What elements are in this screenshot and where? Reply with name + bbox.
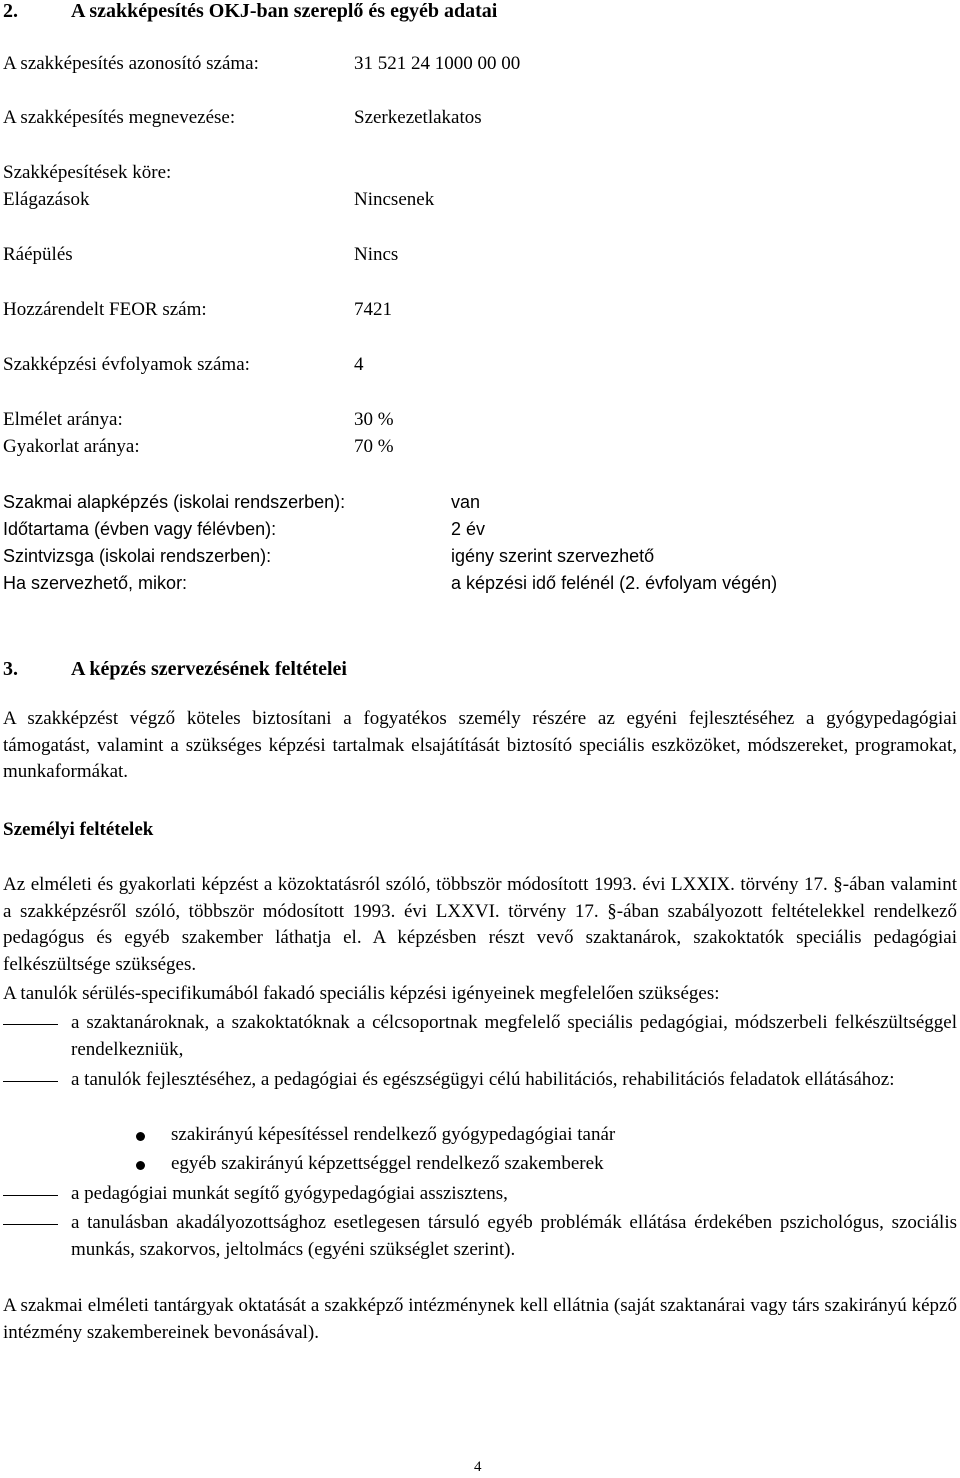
bullet-marker: [136, 1161, 145, 1170]
bullet-marker: [136, 1132, 145, 1141]
dash-marker: [3, 1024, 58, 1025]
row-value-branches: Nincsenek: [354, 189, 435, 210]
page-number: 4: [474, 1459, 482, 1475]
intro-paragraph: A szakképzést végző köteles biztosítani a fogyatékos személy részére az egyéni fejlesztéséhez a gyógypedagógiai támogatást, valamint a szükséges képzési tartalmak elsajátítását biztosító speciális eszközöket, módszereket, programokat, munkaformákat.: [3, 708, 957, 783]
list-item: a tanulásban akadályozottsághoz esetlegesen társuló egyéb problémák ellátása érdekében pszichológus, szociális munkás, szakorvos, jeltolmács (egyéni szükséglet szerint).: [71, 1212, 957, 1260]
row-label-practice: Gyakorlat aránya:: [3, 436, 140, 457]
row-value-practice: 70 %: [354, 436, 394, 457]
closing-paragraph: A szakmai elméleti tantárgyak oktatását a szakképző intézménynek kell ellátnia (saját szaktanárai vagy társ szakirányú képző intézmény szakembereinek bevonásával).: [3, 1295, 957, 1343]
row-label-name: A szakképesítés megnevezése:: [3, 107, 236, 128]
training-label-basic: Szakmai alapképzés (iskolai rendszerben):: [3, 492, 346, 512]
row-label-branches: Elágazások: [3, 189, 90, 210]
row-value-id: 31 521 24 1000 00 00: [354, 53, 521, 74]
personal-paragraph: Az elméleti és gyakorlati képzést a közoktatásról szóló, többször módosított 1993. évi LXXIX. törvény 17. §-ában valamint a szakképzésről szóló, többször módosított 1993. évi LXXVI. törvény 17. §-ában szabályozott feltételekkel rendelkező pedagógus és egyéb szakember láthatja el. A képzésben részt vevő szaktanárok, szakoktatók speciális pedagógiai felkészültsége szükséges.: [3, 874, 957, 975]
training-value-basic: van: [451, 492, 481, 512]
list-item: a szaktanároknak, a szakoktatóknak a célcsoportnak megfelelő speciális pedagógiai, módszerbeli felkészültséggel rendelkezniük,: [71, 1012, 957, 1060]
dash-marker: [3, 1195, 58, 1196]
sublist-item: egyéb szakirányú képzettséggel rendelkező szakemberek: [171, 1153, 604, 1174]
row-label-extension: Ráépülés: [3, 244, 73, 265]
dash-marker: [3, 1081, 58, 1082]
row-value-name: Szerkezetlakatos: [354, 107, 482, 128]
row-value-theory: 30 %: [354, 409, 394, 430]
personal-heading: Személyi feltételek: [3, 819, 154, 840]
training-value-exam: igény szerint szervezhető: [451, 546, 655, 566]
sublist-item: szakirányú képesítéssel rendelkező gyógypedagógiai tanár: [171, 1124, 616, 1145]
row-label-scope: Szakképesítések köre:: [3, 162, 172, 183]
section-2-title: A szakképesítés OKJ-ban szereplő és egyéb adatai: [71, 0, 498, 22]
row-value-extension: Nincs: [354, 244, 399, 265]
needs-intro: A tanulók sérülés-specifikumából fakadó speciális képzési igényeinek megfelelően szükséges:: [3, 983, 720, 1004]
section-3-number: 3.: [3, 658, 18, 680]
row-label-theory: Elmélet aránya:: [3, 409, 123, 430]
row-label-feor: Hozzárendelt FEOR szám:: [3, 299, 207, 320]
training-value-duration: 2 év: [451, 519, 486, 539]
training-label-exam: Szintvizsga (iskolai rendszerben):: [3, 546, 272, 566]
dash-marker: [3, 1224, 58, 1225]
row-label-id: A szakképesítés azonosító száma:: [3, 53, 259, 74]
row-value-feor: 7421: [354, 299, 392, 320]
section-3-title: A képzés szervezésének feltételei: [71, 658, 347, 680]
training-label-duration: Időtartama (évben vagy félévben):: [3, 519, 277, 539]
training-label-when: Ha szervezhető, mikor:: [3, 573, 188, 593]
training-value-when: a képzési idő felénél (2. évfolyam végén): [451, 573, 778, 593]
list-item: a pedagógiai munkát segítő gyógypedagógiai asszisztens,: [71, 1183, 508, 1204]
section-2-number: 2.: [3, 0, 18, 22]
row-value-years: 4: [354, 354, 364, 375]
list-item: a tanulók fejlesztéséhez, a pedagógiai és egészségügyi célú habilitációs, rehabilitációs feladatok ellátásához:: [71, 1069, 895, 1090]
row-label-years: Szakképzési évfolyamok száma:: [3, 354, 250, 375]
